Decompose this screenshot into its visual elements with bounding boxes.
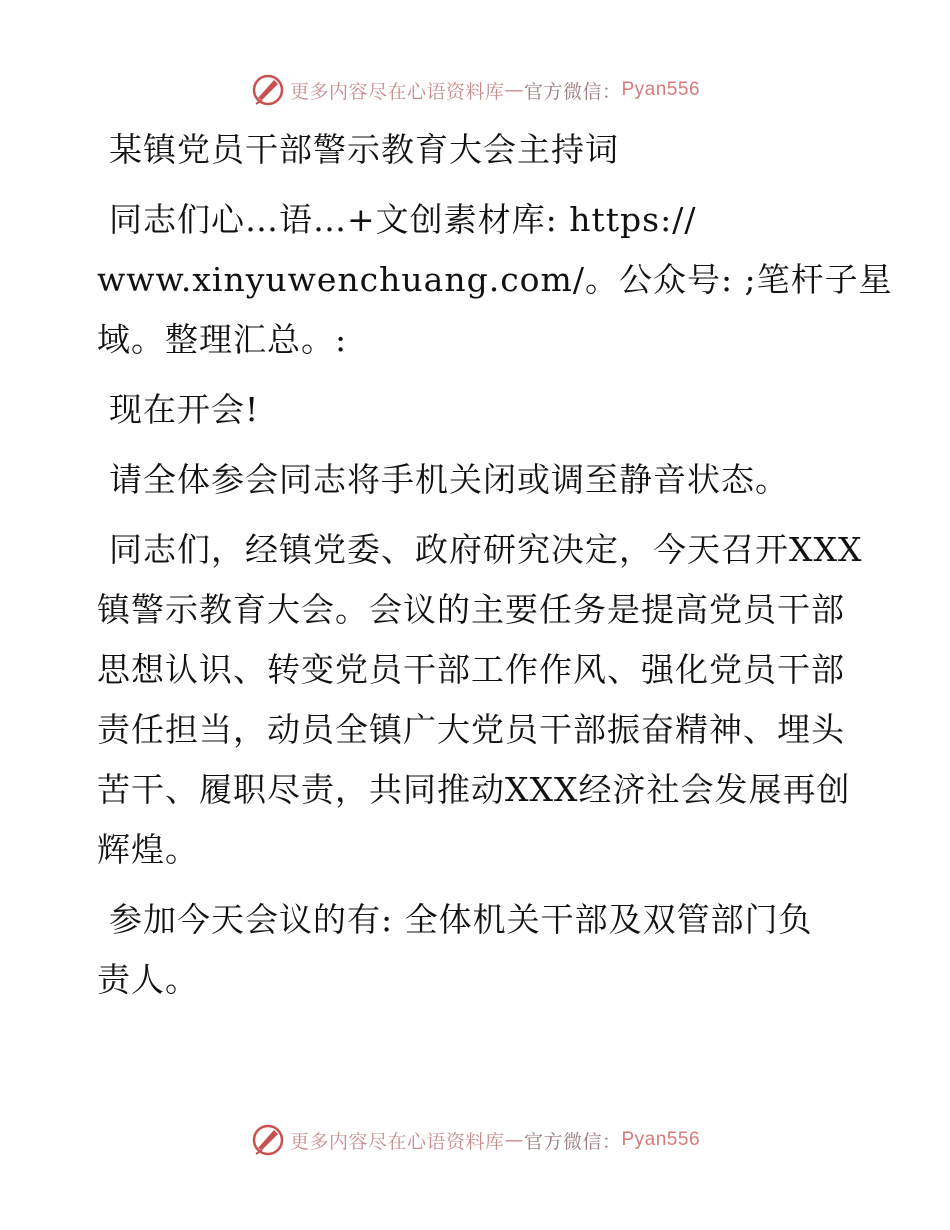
- text-line: 同志们，经镇党委、政府研究决定，今天召开XXX: [109, 530, 863, 569]
- paragraph-phones: [97, 450, 857, 510]
- paragraph-attendees: [97, 890, 857, 1010]
- text-line: 辉煌。: [97, 830, 199, 869]
- text-line: 思想认识、转变党员干部工作作风、强化党员干部: [97, 650, 845, 689]
- document-title: 某镇党员干部警示教育大会主持词: [109, 130, 619, 169]
- watermark-wechat-id: Pyan556: [621, 1129, 701, 1150]
- text-line: 同志们心…语…+文创素材库: https://: [109, 200, 697, 239]
- paragraph-open: [97, 380, 857, 440]
- text-line: 请全体参会同志将手机关闭或调至静音状态。: [109, 460, 789, 499]
- feather-pen-circle-icon: [250, 72, 286, 108]
- watermark-wechat-id: Pyan556: [621, 79, 701, 100]
- text-line: 责任担当，动员全镇广大党员干部振奋精神、埋头: [97, 710, 845, 749]
- paragraph-purpose: [97, 520, 863, 880]
- watermark-dash: —: [504, 79, 524, 101]
- watermark-brand: 更多内容尽在心语资料库: [289, 80, 505, 103]
- feather-pen-circle-icon: [250, 1122, 286, 1158]
- watermark-wechat-label: 官方微信：: [523, 1130, 622, 1153]
- text-line: 域。整理汇总。:: [97, 320, 348, 359]
- watermark-dash: —: [504, 1129, 524, 1151]
- text-line: 责人。: [97, 960, 199, 999]
- document-body: [97, 120, 893, 1010]
- watermark-brand: 更多内容尽在心语资料库: [289, 1130, 505, 1153]
- watermark-wechat-label: 官方微信：: [523, 80, 622, 103]
- text-line: 镇警示教育大会。会议的主要任务是提高党员干部: [97, 590, 845, 629]
- text-line: www.xinyuwenchuang.com/。公众号: ;笔杆子星: [97, 260, 893, 299]
- header-watermark: [0, 70, 950, 110]
- text-line: 现在开会!: [109, 390, 260, 429]
- text-line: 苦干、履职尽责，共同推动XXX经济社会发展再创: [97, 770, 851, 809]
- footer-watermark: [0, 1120, 950, 1160]
- paragraph-source: [97, 190, 893, 370]
- text-line: 参加今天会议的有: 全体机关干部及双管部门负: [109, 900, 813, 939]
